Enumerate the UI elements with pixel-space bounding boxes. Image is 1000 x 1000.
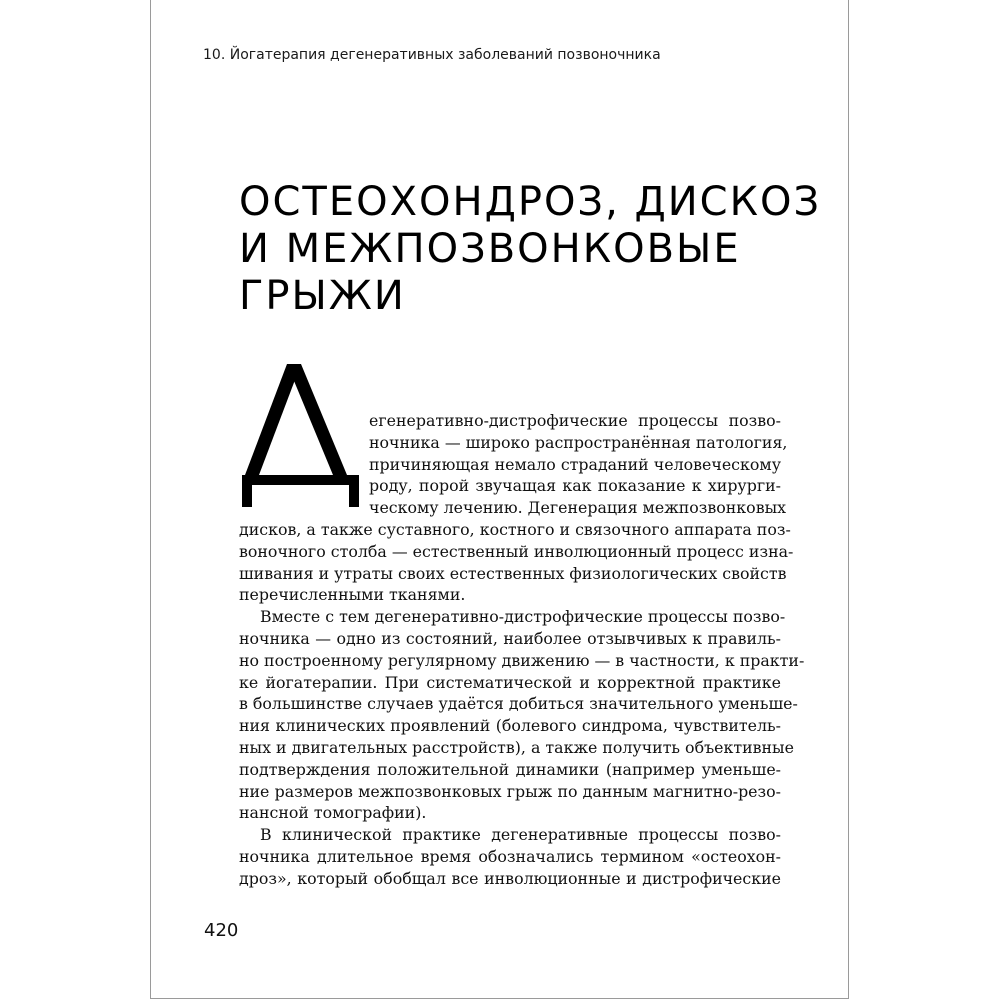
- text-line: но построенному регулярному движению — в частности, к практи-: [239, 650, 805, 670]
- text-line: перечисленными тканями.: [239, 585, 466, 605]
- chapter-title-line: И МЕЖПОЗВОНКОВЫЕ: [239, 226, 741, 272]
- text-line: ночника длительное время обозначались термином «остеохон-: [239, 846, 781, 866]
- body-text: [239, 410, 805, 890]
- text-line: дроз», который обобщал все инволюционные и дистрофические: [239, 868, 781, 888]
- text-line: дисков, а также суставного, костного и связочного аппарата поз-: [239, 519, 791, 539]
- text-line: причиняющая немало страданий человеческому: [369, 454, 781, 474]
- text-line: ных и двигательных расстройств), а также получить объективные: [239, 737, 794, 757]
- text-line: ческому лечению. Дегенерация межпозвонковых: [369, 498, 787, 518]
- chapter-title: [239, 179, 821, 320]
- text-line: егенеративно-дистрофические процессы позво-: [369, 411, 781, 430]
- text-line: роду, порой звучащая как показание к хирурги-: [369, 476, 781, 496]
- text-line: нансной томографии).: [239, 803, 427, 823]
- text-line: В клинической практике дегенеративные процессы позво-: [260, 825, 781, 845]
- text-line: подтверждения положительной динамики (например уменьше-: [239, 759, 781, 779]
- running-head: 10. Йогатерапия дегенеративных заболеваний позвоночника: [203, 47, 661, 63]
- page-number: 420: [204, 920, 239, 941]
- text-line: ке йогатерапии. При систематической и корректной практике: [239, 672, 781, 692]
- text-line: в большинстве случаев удаётся добиться значительного уменьше-: [239, 694, 798, 714]
- text-line: ночника — широко распространённая патология,: [369, 432, 788, 452]
- text-line: воночного столба — естественный инволюционный процесс изна-: [239, 541, 794, 561]
- text-line: ние размеров межпозвонковых грыж по данным магнитно-резо-: [239, 781, 781, 801]
- text-line: Вместе с тем дегенеративно-дистрофические процессы позво-: [260, 607, 786, 627]
- text-line: шивания и утраты своих естественных физиологических свойств: [239, 563, 787, 583]
- text-line: ночника — одно из состояний, наиболее отзывчивых к правиль-: [239, 628, 781, 648]
- text-line: ния клинических проявлений (болевого синдрома, чувствитель-: [239, 716, 781, 736]
- chapter-title-line: ОСТЕОХОНДРОЗ, ДИСКОЗ: [239, 179, 822, 225]
- chapter-title-line: ГРЫЖИ: [239, 273, 406, 319]
